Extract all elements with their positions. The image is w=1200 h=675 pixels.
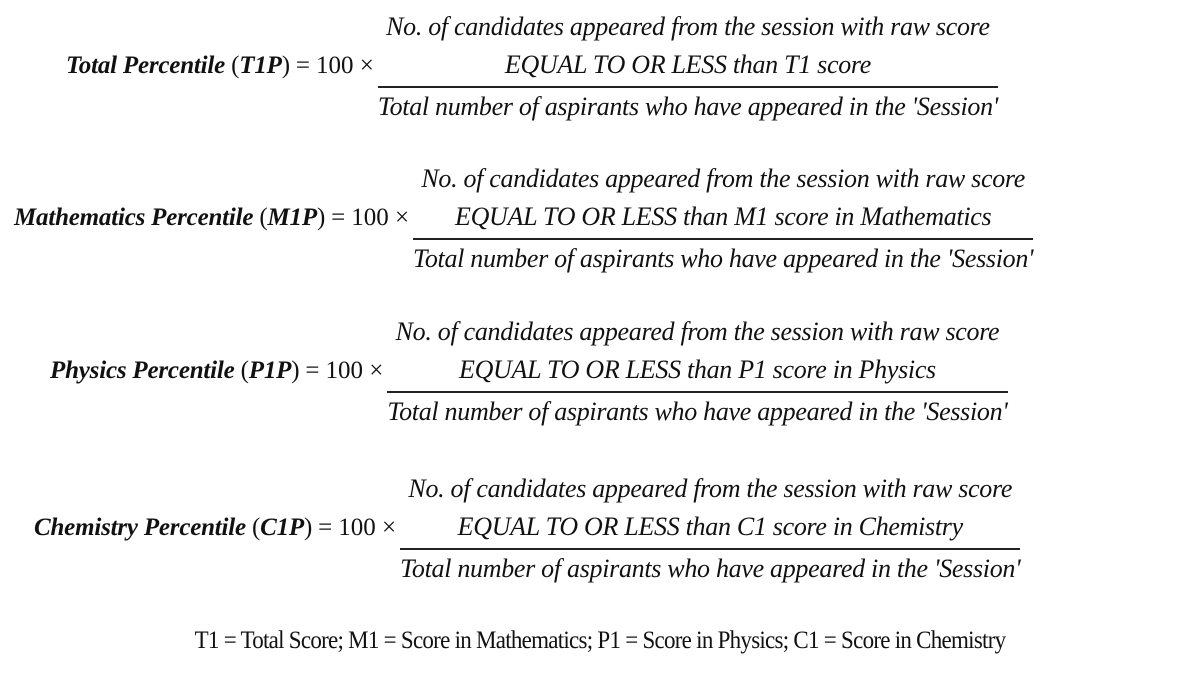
numerator-line-2: EQUAL TO OR LESS than T1 score [504, 50, 871, 79]
numerator-line-1: No. of candidates appeared from the session with raw score [386, 12, 990, 41]
numerator-line-2: EQUAL TO OR LESS than C1 score in Chemistry [457, 512, 963, 541]
formula-symbol: P1P [248, 357, 292, 384]
formula-label-text: Mathematics Percentile [14, 204, 254, 231]
fraction-bar [400, 548, 1020, 550]
fraction [387, 313, 1007, 429]
formula-mathematics-percentile [14, 160, 1033, 276]
fraction-bar [387, 391, 1007, 393]
close-paren: ) [281, 52, 290, 79]
fraction [378, 8, 998, 124]
formula-total-percentile [66, 8, 998, 124]
formula-symbol: T1P [239, 52, 282, 79]
denominator: Total number of aspirants who have appeared in the 'Session' [377, 92, 999, 121]
formula-label-text: Chemistry Percentile [34, 514, 246, 541]
formula-chemistry-percentile [34, 470, 1020, 586]
formula-label [14, 204, 325, 232]
formula-label-text: Total Percentile [66, 52, 226, 79]
formula-label [34, 514, 312, 542]
equals-sign: = [331, 204, 346, 231]
open-paren: ( [259, 204, 268, 231]
close-paren: ) [316, 204, 326, 231]
numerator-line-1: No. of candidates appeared from the session with raw score [408, 474, 1013, 503]
formula-symbol: M1P [267, 204, 317, 231]
fraction-bar [413, 238, 1033, 240]
denominator: Total number of aspirants who have appeared in the 'Session' [387, 397, 1008, 426]
numerator-line-2: EQUAL TO OR LESS than P1 score in Physics [459, 355, 936, 384]
fraction [400, 470, 1020, 586]
open-paren: ( [240, 357, 249, 384]
open-paren: ( [231, 52, 240, 79]
numerator-line-1: No. of candidates appeared from the session with raw score [395, 317, 1000, 346]
equals-sign: = [318, 514, 333, 541]
formula-label [50, 357, 299, 385]
close-paren: ) [291, 357, 300, 384]
equals-sign: = [305, 357, 320, 384]
fraction [413, 160, 1033, 276]
multiplier: 100 × [338, 514, 397, 541]
equals-sign: = [295, 52, 310, 79]
fraction-bar [378, 86, 998, 88]
numerator [396, 313, 1000, 389]
multiplier: 100 × [325, 357, 384, 384]
formula-label [66, 52, 290, 80]
formula-label-text: Physics Percentile [50, 357, 235, 384]
denominator: Total number of aspirants who have appeared in the 'Session' [400, 554, 1021, 583]
numerator-line-2: EQUAL TO OR LESS than M1 score in Mathematics [455, 202, 992, 231]
denominator: Total number of aspirants who have appeared in the 'Session' [413, 244, 1034, 273]
open-paren: ( [252, 514, 261, 541]
multiplier: 100 × [351, 204, 410, 231]
formula-physics-percentile [50, 313, 1008, 429]
numerator [421, 160, 1025, 236]
multiplier: 100 × [315, 52, 374, 79]
close-paren: ) [304, 514, 313, 541]
numerator [408, 470, 1012, 546]
numerator-line-1: No. of candidates appeared from the session with raw score [421, 164, 1026, 193]
formula-symbol: C1P [260, 514, 305, 541]
numerator [386, 8, 990, 84]
variable-legend: T1 = Total Score; M1 = Score in Mathematics; P1 = Score in Physics; C1 = Score in Chemistry [194, 627, 1006, 654]
